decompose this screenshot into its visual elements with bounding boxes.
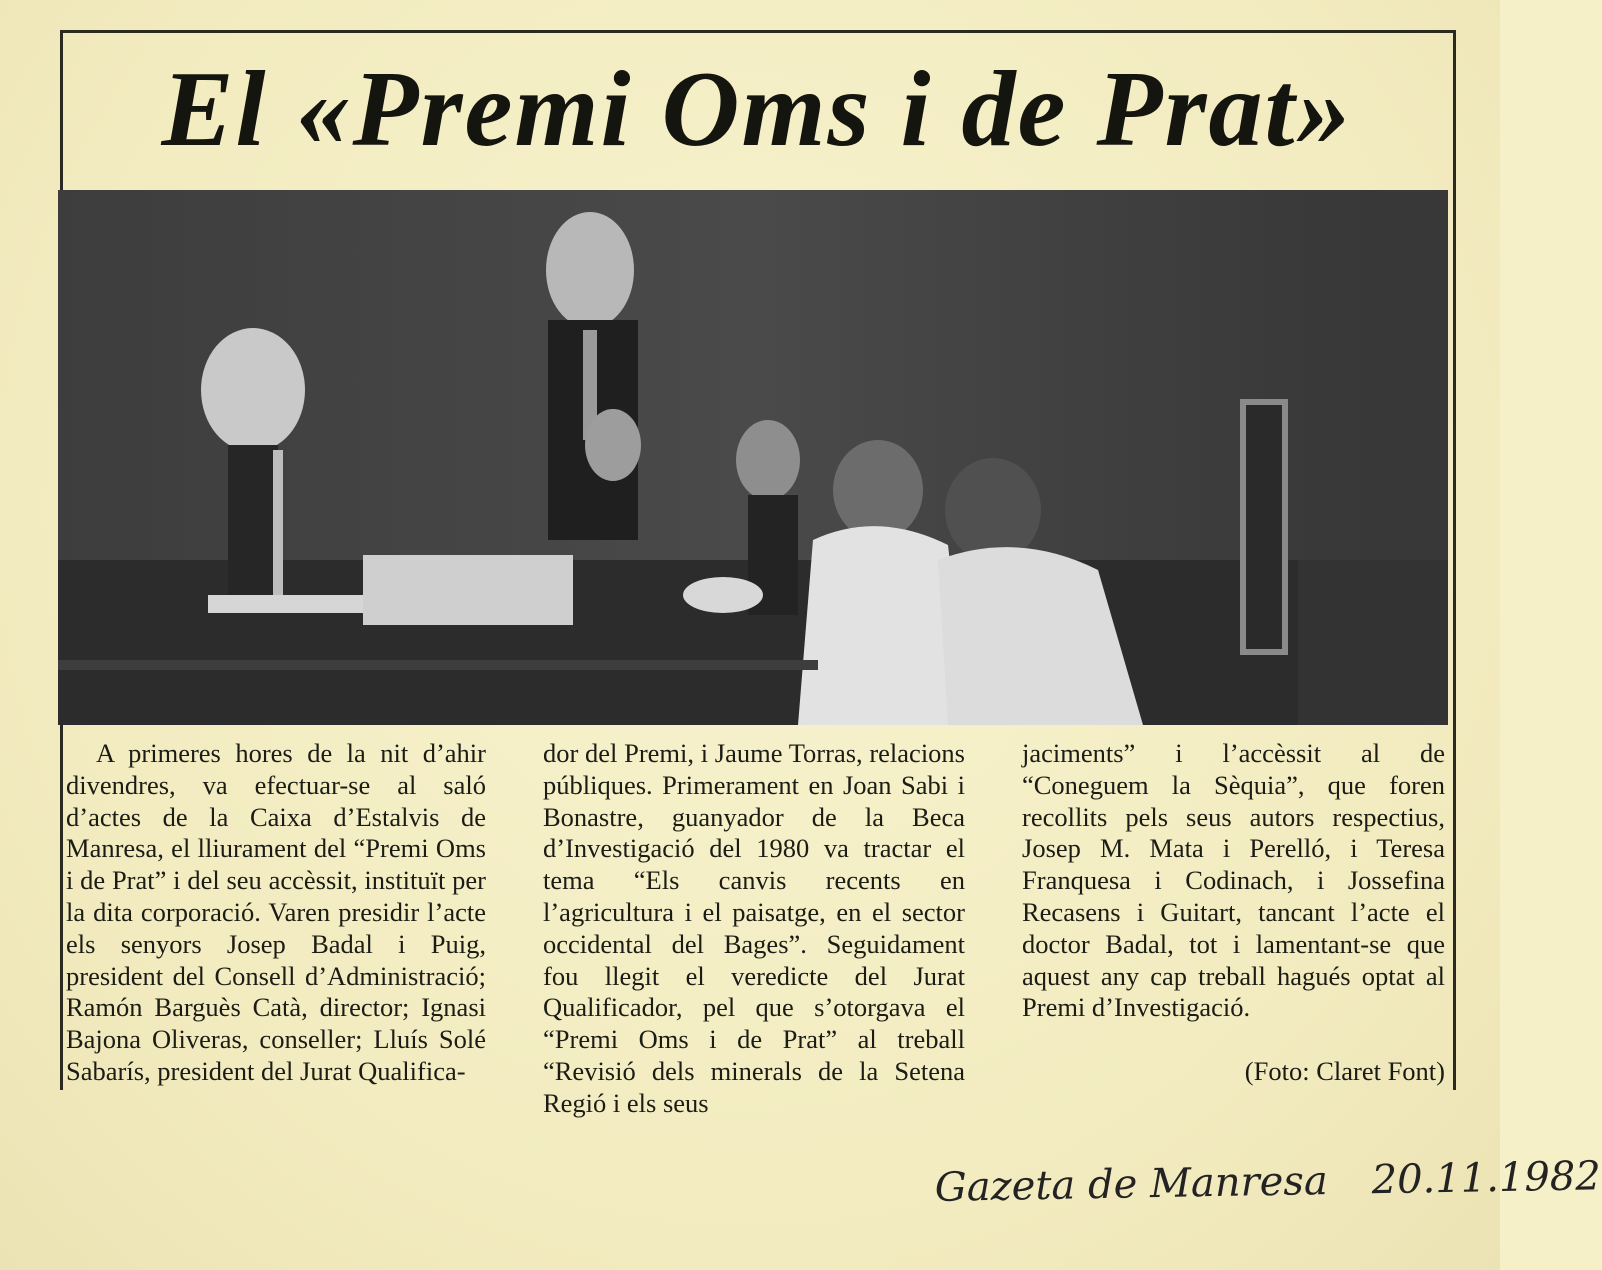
headline: El «Premi Oms i de Prat» (161, 50, 1353, 169)
right-border-rule (1453, 30, 1456, 1090)
photo-credit: (Foto: Claret Font) (1244, 1056, 1445, 1086)
photo-icon (58, 190, 1448, 725)
article-column-3 (1022, 738, 1445, 1024)
handwritten-annotation (934, 1153, 1602, 1235)
top-border-rule (60, 30, 1456, 33)
column-text: jaciments” i l’accèssit al de “Coneguem la Sèquia”, que foren recollits pels seus autors respectius, Josep M. Mata i Perelló, i Teresa Franquesa i Codinach, i Jossefina Recasens i Guitart, tancant l’acte el doctor Badal, tot i lamentant-se que aquest any cap treball hagués optat al Premi d’Investigació. (1022, 738, 1445, 1023)
column-text: dor del Premi, i Jaume Torras, relacions públiques. Primerament en Joan Sabi i Bonastre, guanyador de la Beca d’Investigació del 1980 va tractar el tema “Els canvis recents en l’agricultura i el paisatge, en el sector occidental del Bages”. Seguidament fou llegit el veredicte del Jurat Qualificador, pel que s’otorgava el “Premi Oms i de Prat” al treball “Revisió dels minerals de la Setena Regió i els seus (543, 738, 965, 1118)
handwritten-date: 20.11.1982 (1371, 1153, 1602, 1204)
column-text: A primeres hores de la nit d’ahir divendres, va efectuar-se al saló d’actes de la Caixa d’Estalvis de Manresa, el lliurament del “Premi Oms i de Prat” i del seu accèssit, instituït per la dita corporació. Varen presidir l’acte els senyors Josep Badal i Puig, president del Consell d’Administració; Ramón Barguès Catà, director; Ignasi Bajona Oliveras, conseller; Lluís Solé Sabarís, president del Jurat Qualifica- (66, 738, 486, 1086)
article-column-2 (543, 738, 965, 1120)
handwritten-source: Gazeta de Manresa (934, 1158, 1329, 1211)
article-column-1 (66, 738, 486, 1088)
ceremony-photo (58, 190, 1448, 725)
